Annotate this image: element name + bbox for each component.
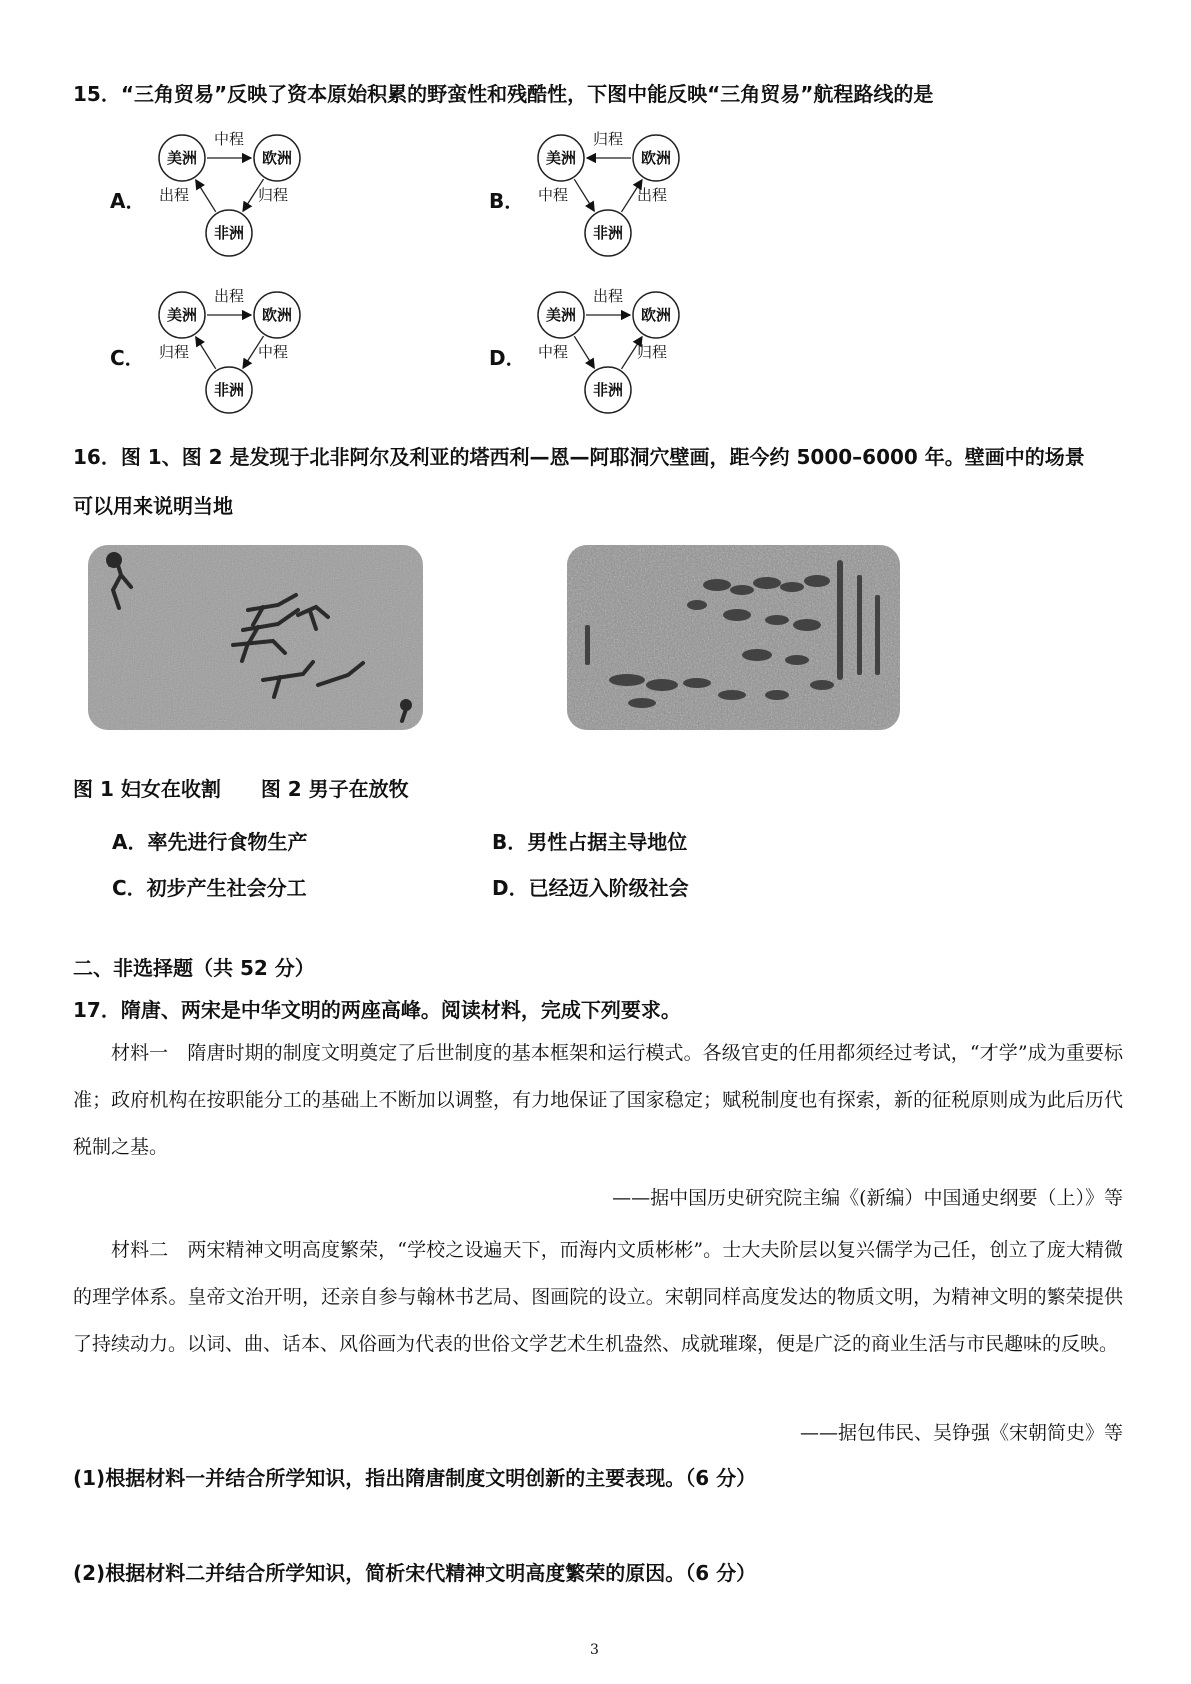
q17-stem: 17．隋唐、两宋是中华文明的两座高峰。阅读材料，完成下列要求。	[73, 998, 681, 1022]
rock-painting-figure-2	[567, 545, 900, 730]
node-label-top: 美洲	[545, 306, 577, 324]
q16-figure-caption: 图 1 妇女在收割 图 2 男子在放牧	[73, 777, 409, 801]
q15-option-c	[110, 285, 310, 425]
edge-label-top: 归程	[592, 130, 624, 148]
arrow-left	[574, 179, 594, 211]
arrow-left	[196, 180, 216, 212]
q15-option-a	[110, 128, 310, 268]
triangle-trade-diagram	[489, 285, 689, 425]
q16-choice-a: A．率先进行食物生产	[112, 830, 308, 854]
edge-label-right: 中程	[257, 343, 289, 361]
edge-label-left: 归程	[158, 343, 190, 361]
node-label-bottom: 非洲	[213, 381, 245, 399]
node-label-right: 欧洲	[261, 306, 293, 324]
edge-label-left: 中程	[537, 186, 569, 204]
q15-option-label: C．	[110, 346, 145, 370]
edge-label-top: 出程	[592, 287, 624, 305]
node-label-bottom: 非洲	[592, 381, 624, 399]
node-label-top: 美洲	[166, 149, 198, 167]
node-label-top: 美洲	[166, 306, 198, 324]
node-label-bottom: 非洲	[592, 224, 624, 242]
q16-stem-line1: 16．图 1、图 2 是发现于北非阿尔及利亚的塔西利—恩—阿耶洞穴壁画，距今约 5000–6000 年。壁画中的场景	[73, 445, 1085, 469]
q16-choice-d: D．已经迈入阶级社会	[492, 876, 689, 900]
q15-option-b	[489, 128, 689, 268]
edge-label-right: 归程	[257, 186, 289, 204]
q17-source-1: ——据中国历史研究院主编《(新编）中国通史纲要（上）》等	[612, 1187, 1123, 1209]
q16-stem-line2: 可以用来说明当地	[73, 494, 233, 518]
q15-option-label: A．	[110, 189, 146, 213]
triangle-trade-diagram	[489, 128, 689, 268]
edge-label-top: 中程	[213, 130, 245, 148]
triangle-trade-diagram	[110, 128, 310, 268]
q16-choice-b: B．男性占据主导地位	[492, 830, 688, 854]
arrow-left	[574, 336, 594, 368]
q17-source-2: ——据包伟民、吴铮强《宋朝简史》等	[799, 1422, 1123, 1444]
section-heading: 二、非选择题（共 52 分）	[73, 956, 315, 980]
q17-material-1: 材料一 隋唐时期的制度文明奠定了后世制度的基本框架和运行模式。各级官吏的任用都须经过考试，“才学”成为重要标准；政府机构在按职能分工的基础上不断加以调整，有力地保证了国家稳定；赋税制度也有探索，新的征税原则成为此后历代税制之基。	[73, 1042, 1123, 1158]
q15-option-label: D．	[489, 346, 526, 370]
q17-sub-question-2: (2)根据材料二并结合所学知识，简析宋代精神文明高度繁荣的原因。（6 分）	[73, 1561, 757, 1585]
node-label-bottom: 非洲	[213, 224, 245, 242]
q15-option-label: B．	[489, 189, 525, 213]
node-label-right: 欧洲	[261, 149, 293, 167]
edge-label-right: 出程	[636, 186, 668, 204]
q17-sub-question-1: (1)根据材料一并结合所学知识，指出隋唐制度文明创新的主要表现。（6 分）	[73, 1466, 757, 1490]
node-label-right: 欧洲	[640, 149, 672, 167]
edge-label-left: 中程	[537, 343, 569, 361]
node-label-right: 欧洲	[640, 306, 672, 324]
page-number: 3	[590, 1642, 599, 1658]
rock-painting-figure-1	[88, 545, 423, 730]
edge-label-left: 出程	[158, 186, 190, 204]
triangle-trade-diagram	[110, 285, 310, 425]
q16-choice-c: C．初步产生社会分工	[112, 876, 307, 900]
edge-label-right: 归程	[636, 343, 668, 361]
edge-label-top: 出程	[213, 287, 245, 305]
q15-option-d	[489, 285, 689, 425]
node-label-top: 美洲	[545, 149, 577, 167]
q15-stem: 15．“三角贸易”反映了资本原始积累的野蛮性和残酷性，下图中能反映“三角贸易”航程路线的是	[73, 82, 934, 106]
q17-material-2: 材料二 两宋精神文明高度繁荣，“学校之设遍天下，而海内文质彬彬”。士大夫阶层以复兴儒学为己任，创立了庞大精微的理学体系。皇帝文治开明，还亲自参与翰林书艺局、图画院的设立。宋朝同样高度发达的物质文明，为精神文明的繁荣提供了持续动力。以词、曲、话本、风俗画为代表的世俗文学艺术生机盎然、成就璀璨，便是广泛的商业生活与市民趣味的反映。	[73, 1239, 1123, 1355]
arrow-left	[196, 337, 216, 369]
